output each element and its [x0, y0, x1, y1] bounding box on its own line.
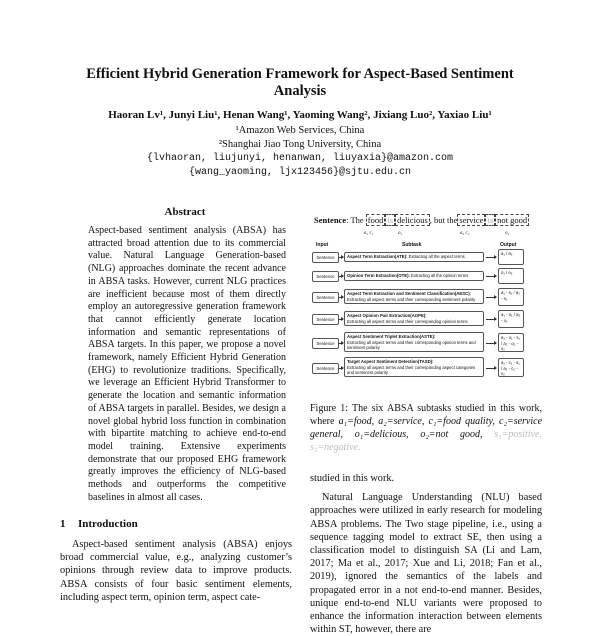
- caption-label: Figure 1:: [310, 403, 349, 414]
- output-box: a₁ - o₁ / a₂ - o₂: [498, 310, 524, 328]
- token-service: service: [459, 215, 484, 225]
- column-input: Input: [316, 242, 329, 248]
- subtask-box: Aspect Term Extraction(ATE): Extracting all the aspect terms: [344, 252, 484, 262]
- label-a1-c1: a₁ c₁: [364, 231, 374, 236]
- label-a2-c2: a₂ c₂: [460, 231, 470, 236]
- subtask-box: Aspect Opinion Pair Extraction(AOPE): Extracting all aspect terms and their corresponding opinion terms: [344, 311, 484, 326]
- input-box: Sentence: [312, 292, 339, 303]
- section-title: Introduction: [78, 518, 138, 530]
- token-delicious: delicious: [397, 215, 428, 225]
- column-output: Output: [500, 242, 517, 248]
- abstract-heading: Abstract: [164, 206, 206, 218]
- token-is: is: [387, 215, 394, 225]
- token-food: food: [367, 215, 384, 225]
- output-box: a₁ - s₁ / a₂ - s₂: [498, 288, 524, 306]
- label-o2: o₂: [505, 231, 510, 236]
- token-not-good: not good: [497, 215, 528, 225]
- column-subtask: Subtask: [402, 242, 422, 248]
- right-column-text: [310, 472, 542, 636]
- paragraph: studied in this work.: [310, 473, 395, 484]
- caption-math-gray: s₁=positive, s₂=negative.: [310, 429, 542, 453]
- subtask-box: Opinion Term Extraction(OTE): Extracting all the opinion terms: [344, 271, 484, 281]
- email-1: {lvhaoran, liujunyi, henanwan, liuyaxia}@amazon.com: [146, 153, 454, 164]
- affiliation-1: ¹Amazon Web Services, China: [235, 125, 365, 136]
- caption-math: a₁=food, a₂=service, c₁=food quality, c₂=service general, o₁=delicious, o₂=not good,: [310, 416, 543, 440]
- section-number: 1: [60, 518, 66, 530]
- output-box: o₁ / o₂: [498, 268, 524, 284]
- affiliation-2: ²Shanghai Jiao Tong University, China: [218, 139, 382, 150]
- input-box: Sentence: [312, 314, 339, 325]
- paragraph: Natural Language Understanding (NLU) based approaches were utilized in early research for modeling ABSA problems. The Two stage pipeline, i.e., using a sequence tagging model to extract SE, then using a classification model to distinguish SA (Li and Lam, 2017; Ma et al., 2017; Xue and Li, 2018; Fan et al., 2019), ignored the semantics of the labels and propagated error in a not end-to-end manner. Besides, unique end-to-end NLU variants were proposed to enhance the information interaction between elements within ST, however, there are: [310, 492, 542, 636]
- input-box: Sentence: [312, 363, 339, 374]
- output-box: a₁ - o₁ - s₁ / a₂ - o₂ - s₂: [498, 333, 524, 352]
- figure-1: [310, 205, 542, 395]
- abstract-text: Aspect-based sentiment analysis (ABSA) has attracted broad attention due to its commercial value. Natural Language Generation-based (NLG) approaches dominate the recent advance in ABSA tasks. However, current NLG practices are inefficient because most of them directly employ an autoregressive generation framework that cannot efficiently generate location information and semantic representations of ABSA targets. In this paper, we propose a novel framework, namely Efficient Hybrid Generation (EHG) to revolutionize traditions. Specifically, we leverage an Efficient Hybrid Transformer to generate the location and semantic information of ABSA targets in parallel. Besides, we design a novel global hybrid loss function in combination with bipartite matching to achieve end-to-end model training. Extensive experiments demonstrate that our proposed EHG framework greatly improves the efficiency of NLG-based methods and outperforms the competitive baselines in almost all cases.: [88, 225, 286, 503]
- input-box: Sentence: [312, 271, 339, 282]
- subtask-box: Aspect Sentiment Triplet Extraction(ASTE): Extracting all aspect terms and their corresponding opinion terms and sentiment polarity: [344, 332, 484, 352]
- subtask-box: Target Aspect Sentiment Detection(TASD): Extracting all aspect terms and their corresponding aspect categories and sentiment polarity: [344, 357, 484, 377]
- intro-paragraph: Aspect-based sentiment analysis (ABSA) enjoys broad commercial value, e.g., analyzing customer’s opinions through review data to improve products. ABSA consists of four basic sentiment elements, including aspect term, opinion term, aspect cate-: [60, 539, 292, 603]
- figure-caption: [310, 402, 542, 454]
- paper-title: Efficient Hybrid Generation Framework for Aspect-Based Sentiment Analysis: [86, 66, 514, 99]
- example-sentence: [314, 215, 529, 225]
- email-2: {wang_yaoming, ljx123456}@sjtu.edu.cn: [188, 167, 412, 178]
- author-list: Haoran Lv¹, Junyi Liu¹, Henan Wang¹, Yaoming Wang², Jixiang Luo², Yaxiao Liu¹: [108, 109, 492, 121]
- sentence-prefix: : The: [346, 215, 364, 225]
- token-is-2: is: [487, 215, 494, 225]
- label-o1: o₁: [398, 231, 403, 236]
- sentence-mid: , but the: [429, 215, 458, 225]
- output-box: a₁ / a₂: [498, 249, 524, 265]
- subtask-box: Aspect Term Extraction and Sentiment Classification(AESC): Extracting all aspect terms and their corresponding sentiment polarity: [344, 289, 484, 304]
- sentence-label: Sentence: [314, 215, 347, 225]
- introduction-text: [60, 538, 292, 604]
- input-box: Sentence: [312, 338, 339, 349]
- output-box: a₁ - c₁ - s₁ / a₂ - c₂ - s₂: [498, 358, 524, 377]
- caption-text: The six ABSA subtasks studied in this work, where: [310, 403, 542, 427]
- section-heading-introduction: [60, 518, 138, 530]
- input-box: Sentence: [312, 252, 339, 263]
